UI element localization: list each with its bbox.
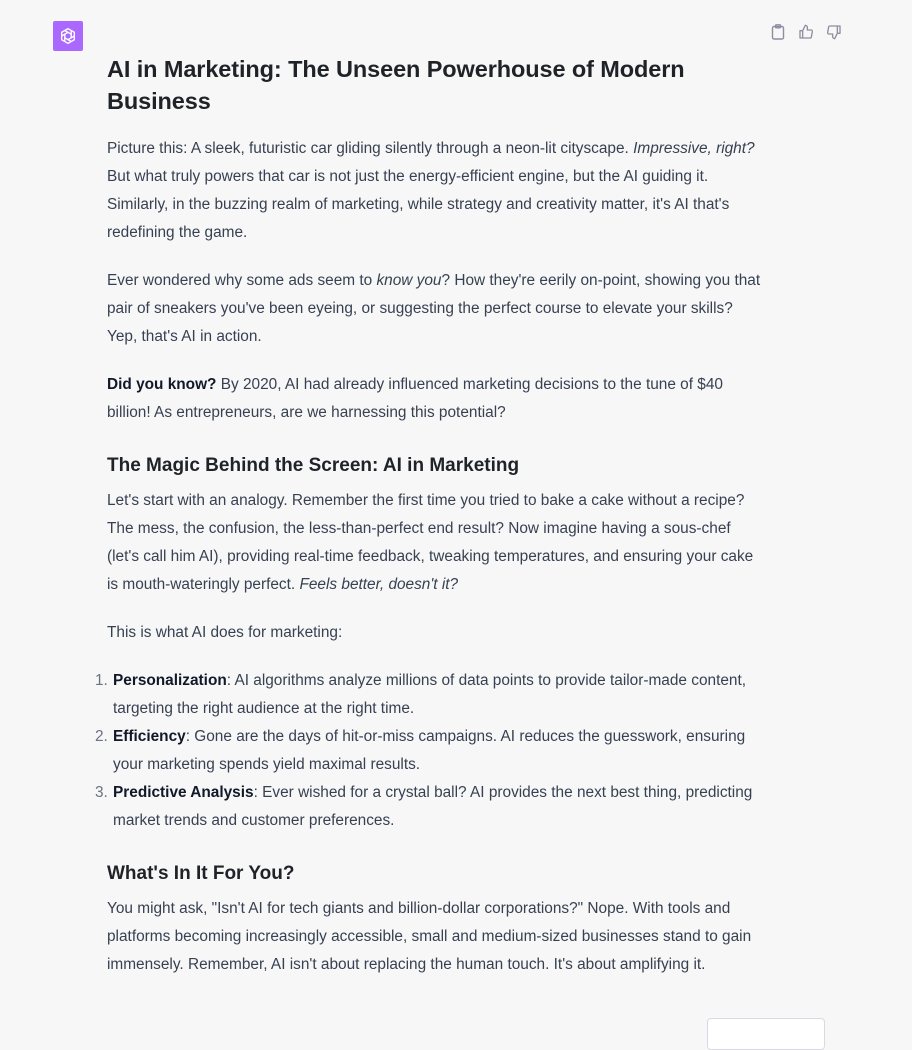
analogy-paragraph: Let's start with an analogy. Remember the first time you tried to bake a cake without a recipe? The mess, the confusion, the less-than-perfect end result? Now imagine having a sous-chef (let's call him AI), providing real-time feedback, tweaking temperatures, and ensuring your cake is mouth-wateringly perfect. Feels better, doesn't it? (107, 492, 754, 593)
regenerate-button[interactable] (707, 1018, 825, 1050)
list-item: 1. Personalization: AI algorithms analyze millions of data points to provide tailor-made content, targeting the right audience at the right time. (95, 672, 747, 717)
list-intro: This is what AI does for marketing: (107, 624, 343, 641)
dislike-button[interactable] (826, 23, 842, 41)
thumbs-up-icon (798, 24, 814, 40)
like-button[interactable] (798, 23, 814, 41)
clipboard-icon (771, 24, 785, 40)
did-you-know-paragraph: Did you know? By 2020, AI had already influenced marketing decisions to the tune of $40 billion! As entrepreneurs, are we harnessing this potential? (107, 376, 723, 421)
article-title: AI in Marketing: The Unseen Powerhouse of Modern Business (107, 56, 685, 114)
list-item: 3. Predictive Analysis: Ever wished for a crystal ball? AI provides the next best thing, predicting market trends and customer preferences. (95, 784, 753, 829)
message-content (95, 53, 762, 999)
copy-button[interactable] (770, 23, 786, 41)
list-item: 2. Efficiency: Gone are the days of hit-or-miss campaigns. AI reduces the guesswork, ensuring your marketing spends yield maximal results. (95, 728, 746, 773)
closing-paragraph: You might ask, "Isn't AI for tech giants and billion-dollar corporations?" Nope. With tools and platforms becoming increasingly accessible, small and medium-sized businesses stand to gain immensely. Remember, AI isn't about replacing the human touch. It's about amplifying it. (107, 900, 752, 973)
section-heading-magic: The Magic Behind the Screen: AI in Marketing (107, 455, 520, 476)
message-actions (770, 23, 842, 41)
section-heading-for-you: What's In It For You? (107, 863, 295, 884)
intro-paragraph: Picture this: A sleek, futuristic car gliding silently through a neon-lit cityscape. Impressive, right? But what truly powers that car is not just the energy-efficient engine, but the AI guiding it. Similarly, in the buzzing realm of marketing, while strategy and creativity matter, it's AI that's redefining the game. (107, 140, 755, 241)
ads-paragraph: Ever wondered why some ads seem to know you? How they're eerily on-point, showing you that pair of sneakers you've been eyeing, or suggesting the perfect course to elevate your skills? Yep, that's AI in action. (107, 272, 761, 345)
openai-logo-icon (57, 25, 79, 47)
benefits-list (95, 667, 762, 835)
assistant-avatar (53, 21, 83, 51)
thumbs-down-icon (826, 24, 842, 40)
